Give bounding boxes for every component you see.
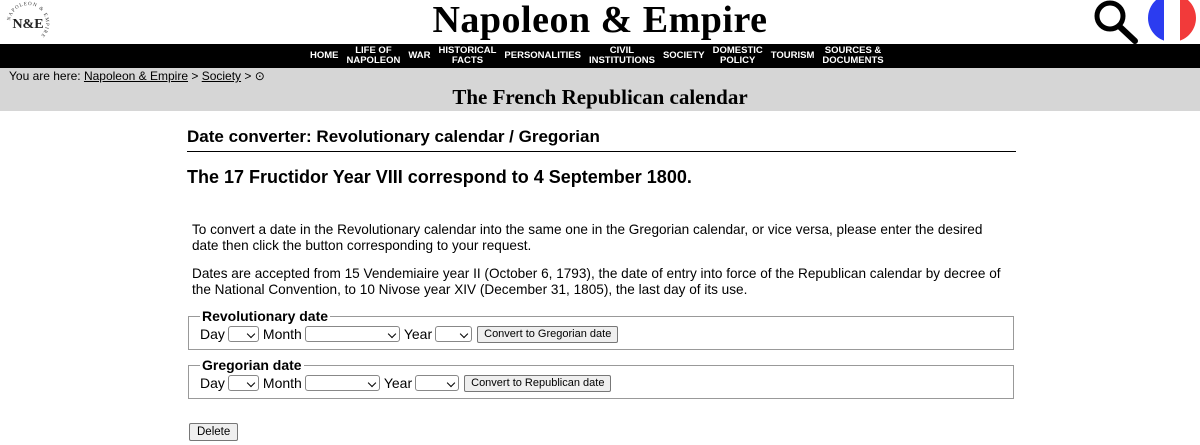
rev-year-select[interactable] — [435, 326, 472, 342]
breadcrumb-separator: > — [241, 69, 255, 83]
greg-day-select[interactable] — [228, 375, 259, 391]
greg-month-label: Month — [262, 375, 302, 391]
conversion-result: The 17 Fructidor Year VIII correspond to 4 September 1800. — [187, 167, 692, 187]
breadcrumb-separator: > — [188, 69, 202, 83]
page-title: The French Republican calendar — [0, 84, 1200, 111]
rev-year-label: Year — [403, 326, 433, 342]
revolutionary-date-legend: Revolutionary date — [202, 308, 329, 324]
nav-item-historical-facts[interactable] — [435, 46, 501, 66]
convert-to-gregorian-button[interactable]: Convert to Gregorian date — [477, 326, 618, 343]
search-icon[interactable] — [1090, 0, 1140, 44]
nav-item-label: PERSONALITIES — [504, 50, 581, 61]
convert-to-republican-button[interactable]: Convert to Republican date — [464, 375, 611, 392]
breadcrumb — [0, 68, 1200, 84]
nav-item-war[interactable] — [404, 51, 434, 61]
greg-year-select[interactable] — [415, 375, 459, 391]
revolutionary-date-fieldset — [188, 309, 1014, 350]
nav-item-label: DOCUMENTS — [822, 55, 884, 66]
nav-item-label: DOMESTIC — [712, 45, 763, 56]
nav-item-civil-institutions[interactable] — [585, 46, 659, 66]
nav-item-domestic-policy[interactable] — [709, 46, 767, 66]
instructions-paragraph: To convert a date in the Revolutionary calendar into the same one in the Gregorian calendar, or vice versa, please enter the desired date then click the button corresponding to your request. — [192, 222, 983, 253]
nav-item-sources-documents[interactable] — [818, 46, 887, 66]
nav-item-home[interactable] — [306, 51, 343, 61]
breadcrumb-prefix: You are here: — [9, 69, 84, 83]
main-nav — [0, 44, 1200, 68]
nav-item-label: HOME — [310, 50, 339, 61]
greg-month-select[interactable] — [305, 375, 380, 391]
nav-item-label: FACTS — [451, 55, 484, 66]
nav-item-tourism[interactable] — [767, 51, 819, 61]
breadcrumb-current: ⊙ — [254, 69, 265, 83]
nav-item-label: SOURCES & — [824, 45, 882, 56]
nav-item-label: TOURISM — [770, 50, 815, 61]
nav-item-label: NAPOLEON — [346, 55, 401, 66]
date-range-paragraph: Dates are accepted from 15 Vendemiaire year II (October 6, 1793), the date of entry into force of the Republican calendar by decree of the National Convention, to 10 Nivose year XIV (December 31, 1805), the last day of its use. — [192, 266, 1001, 297]
delete-button[interactable]: Delete — [189, 423, 238, 441]
svg-text:NAPOLEON & EMPIRE: NAPOLEON & EMPIRE — [7, 1, 50, 39]
rev-month-select[interactable] — [305, 326, 400, 342]
gregorian-date-legend: Gregorian date — [202, 357, 302, 373]
rev-month-label: Month — [262, 326, 302, 342]
nav-item-label: LIFE OF — [355, 45, 392, 56]
rev-day-select[interactable] — [228, 326, 259, 342]
nav-item-label: SOCIETY — [662, 50, 705, 61]
gregorian-date-fieldset — [188, 358, 1014, 399]
nav-item-label: HISTORICAL — [438, 45, 497, 56]
nav-item-personalities[interactable] — [500, 51, 585, 61]
rev-day-label: Day — [200, 326, 225, 342]
french-flag-icon[interactable] — [1147, 0, 1197, 44]
nav-item-life-of-napoleon[interactable] — [343, 46, 405, 66]
nav-item-label: INSTITUTIONS — [588, 55, 655, 66]
svg-text:N&E: N&E — [12, 17, 44, 32]
greg-day-label: Day — [200, 375, 225, 391]
breadcrumb-society-link[interactable]: Society — [201, 69, 242, 83]
nav-item-label: WAR — [408, 50, 431, 61]
nav-item-label: POLICY — [720, 55, 756, 66]
nav-item-label: CIVIL — [609, 45, 635, 56]
site-header — [0, 0, 1200, 44]
breadcrumb-home-link[interactable]: Napoleon & Empire — [83, 69, 189, 83]
greg-year-label: Year — [383, 375, 413, 391]
site-title[interactable]: Napoleon & Empire — [432, 0, 768, 41]
converter-heading: Date converter: Revolutionary calendar / Gregorian — [187, 127, 1016, 152]
nav-item-society[interactable] — [659, 51, 709, 61]
